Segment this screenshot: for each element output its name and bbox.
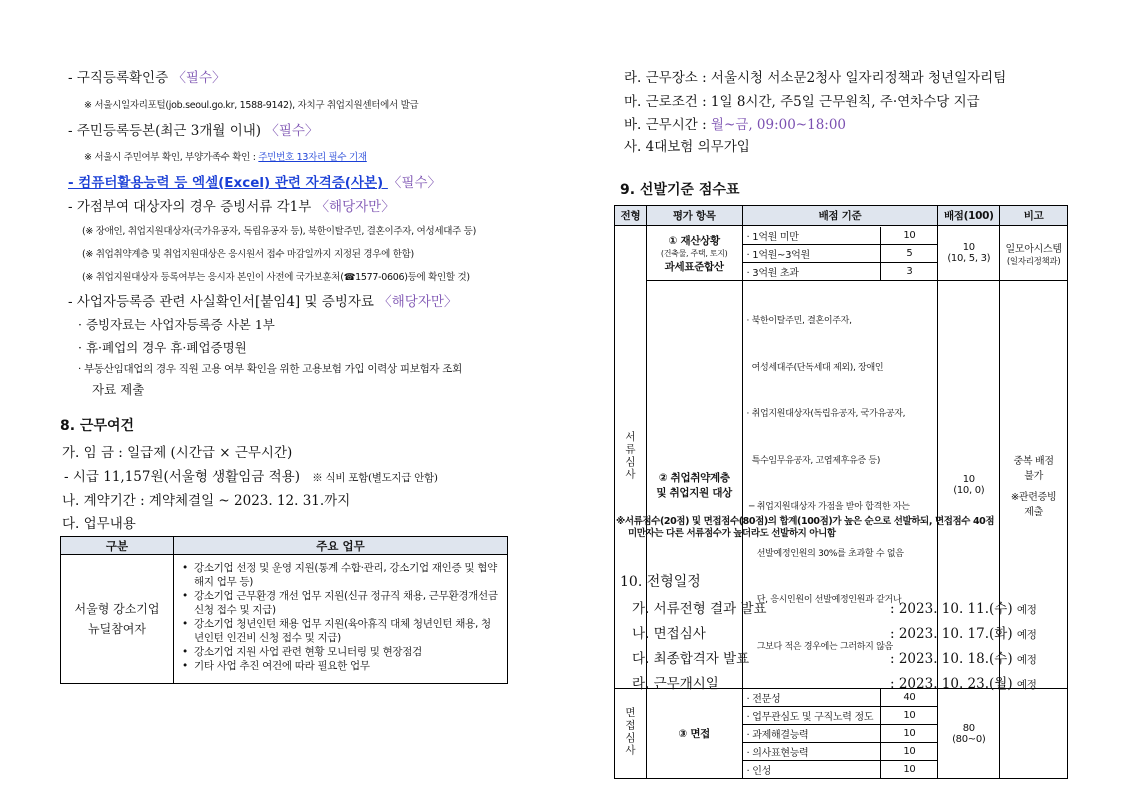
item1-title: ① 재산상황 (건축물, 주택, 토지) 과세표준합산: [646, 226, 742, 281]
table-row: · 1억원~3억원 5: [743, 244, 938, 262]
table-row: · 과제해결능력 10: [743, 725, 938, 743]
work-hours: 바. 근무시간 : 월~금, 09:00~18:00: [624, 117, 847, 133]
item2-title: ② 취업취약계층 및 취업지원 대상: [646, 281, 742, 689]
score-table: [614, 205, 1068, 779]
req-resident-cert: - 주민등록등본(최근 3개월 이내) 〈필수〉: [68, 123, 319, 139]
conditional-tag: 〈해당자만〉: [315, 199, 395, 215]
note-bonus-1: (※ 장애인, 취업지원대상자(국가유공자, 독립유공자 등), 북한이탈주민, 결혼이주자, 여성세대주 등): [82, 226, 476, 237]
required-tag: 〈필수〉: [172, 70, 226, 86]
score-footnote-1: ※서류점수(20점) 및 면접점수(80점)의 합계(100점)가 높은 순으로 선발하되, 면접점수 40점: [616, 516, 995, 527]
hourly-line: - 시급 11,157원(서울형 생활임금 적용) ※ 식비 포함(별도지급 안함): [64, 469, 438, 485]
duty-table-header: [61, 537, 508, 555]
schedule-label: 나. 면접심사: [632, 626, 706, 642]
note-bonus-3: (※ 취업지원대상자 등록여부는 응시자 본인이 사전에 국가보훈처(☎1577-0606)등에 확인할 것): [82, 272, 470, 283]
schedule-label: 다. 최종합격자 발표: [632, 651, 750, 667]
table-row: · 의사표현능력 10: [743, 743, 938, 761]
duty-table-row: [61, 555, 508, 684]
score-footnote-2: 미만자는 다른 서류점수가 높더라도 선발하지 아니함: [628, 528, 836, 539]
list-item: • 강소기업 근무환경 개선 업무 지원(신규 정규직 채용, 근무환경개선금 신청 접수 및 지급): [194, 589, 499, 617]
item1-criteria: [742, 226, 938, 281]
header-points: 배점(100): [938, 206, 1000, 226]
required-tag: 〈필수〉: [387, 175, 441, 191]
schedule-label: 가. 서류전형 결과 발표: [632, 601, 767, 617]
item3-note: [1000, 689, 1068, 779]
duty-table: [60, 536, 508, 684]
table-row: [615, 226, 1068, 281]
table-row: · 인성 10: [743, 761, 938, 779]
header-note: 비고: [1000, 206, 1068, 226]
item1-points: 10 (10, 5, 3): [938, 226, 1000, 281]
schedule-date: : 2023. 10. 23.(월) 예정: [890, 676, 1037, 692]
duty-header-category: 구분: [61, 537, 174, 555]
business-note-1: · 증빙자료는 사업자등록증 사본 1부: [78, 317, 275, 332]
section8-title: 8. 근무여건: [60, 418, 135, 434]
duty-category: 서울형 강소기업 뉴딜참여자: [61, 555, 174, 684]
table-row: · 1억원 미만 10: [743, 227, 938, 245]
req-bonus-docs: - 가점부여 대상자의 경우 증빙서류 각1부 〈해당자만〉: [68, 199, 395, 215]
business-note-3: · 부동산임대업의 경우 직원 고용 여부 확인을 위한 고용보험 가입 이력상 피보험자 조회: [78, 363, 462, 375]
section10-title: 10. 전형일정: [620, 574, 701, 590]
item2-criteria: · 북한이탈주민, 결혼이주자, 여성세대주(단독세대 제외), 장애인 · 취업지원대상자(독립유공자, 국가유공자, 특수임무유공자, 고엽제후유증 등) ─ 취업지원대상자 가점을 받아 합격한 자는 선발예정인원의 30%를 초과할 수 없음 단, 응시인원이 선발예정인원과 같거나 그보다 적은 경우에는 그러하지 않음: [742, 281, 938, 689]
work-place: 라. 근무장소 : 서울시청 서소문2청사 일자리정책과 청년일자리팀: [624, 70, 1007, 86]
stage-interview: 면접심사: [615, 689, 647, 779]
list-item: • 강소기업 지원 사업 관련 현황 모니터링 및 현장점검: [194, 645, 499, 659]
schedule-date: : 2023. 10. 11.(수) 예정: [890, 601, 1037, 617]
conditional-tag: 〈해당자만〉: [378, 294, 458, 310]
item2-points: 10 (10, 0): [938, 281, 1000, 689]
table-row: · 업무관심도 및 구직노력 정도 10: [743, 707, 938, 725]
header-item: 평가 항목: [646, 206, 742, 226]
table-row: [615, 689, 1068, 779]
note-resident: ※ 서울시 주민여부 확인, 부양가족수 확인 : 주민번호 13자리 필수 기재: [84, 152, 367, 163]
schedule-date: : 2023. 10. 17.(화) 예정: [890, 626, 1037, 642]
list-item: • 강소기업 선정 및 운영 지원(통계 수합·관리, 강소기업 재인증 및 협약해지 업무 등): [194, 561, 499, 589]
note-bonus-2: (※ 취업취약계층 및 취업지원대상은 응시원서 접수 마감일까지 지정된 경우에 한함): [82, 249, 414, 260]
list-item: • 기타 사업 추진 여건에 따라 필요한 업무: [194, 659, 499, 673]
req-jobseeker-cert: - 구직등록확인증 〈필수〉: [68, 70, 226, 86]
item3-points: 80 (80~0): [938, 689, 1000, 779]
item1-criteria-table: [743, 227, 938, 280]
contract-period: 나. 계약기간 : 계약체결일 ~ 2023. 12. 31.까지: [62, 493, 351, 509]
section9-title: 9. 선발기준 점수표: [620, 182, 740, 198]
duty-header-duties: 주요 업무: [174, 537, 508, 555]
stage-document: 서류심사: [615, 226, 647, 689]
table-row: · 전문성 40: [743, 689, 938, 707]
item3-criteria-table: [743, 689, 938, 778]
note-jobseeker: ※ 서울시일자리포털(job.seoul.go.kr, 1588-9142), 자치구 취업지원센터에서 발급: [84, 100, 419, 111]
header-stage: 전형: [615, 206, 647, 226]
business-note-2: · 휴·폐업의 경우 휴·폐업증명원: [78, 340, 247, 355]
req-business-docs: - 사업자등록증 관련 사실확인서[붙임4] 및 증빙자료 〈해당자만〉: [68, 294, 458, 310]
req-excel-cert: - 컴퓨터활용능력 등 엑셀(Excel) 관련 자격증(사본) 〈필수〉: [68, 175, 441, 191]
item2-note: 중복 배점 불가 ※관련증빙 제출: [1000, 281, 1068, 689]
header-criteria: 배점 기준: [742, 206, 938, 226]
duty-list-cell: [174, 555, 508, 684]
wage-line: 가. 임 금 : 일급제 (시간급 × 근무시간): [62, 445, 293, 461]
item3-criteria: [742, 689, 938, 779]
item3-title: ③ 면접: [646, 689, 742, 779]
duty-title: 다. 업무내용: [62, 516, 136, 532]
score-table-header: [615, 206, 1068, 226]
list-item: • 강소기업 청년인턴 채용 업무 지원(육아휴직 대체 청년인턴 채용, 청년인턴 인건비 신청 접수 및 지급): [194, 617, 499, 645]
business-note-4: 자료 제출: [92, 382, 145, 397]
insurance: 사. 4대보험 의무가입: [624, 139, 750, 155]
schedule-date: : 2023. 10. 18.(수) 예정: [890, 651, 1037, 667]
work-conditions: 마. 근로조건 : 1일 8시간, 주5일 근무원칙, 주·연차수당 지급: [624, 94, 980, 110]
required-tag: 〈필수〉: [265, 123, 319, 139]
item1-note: 일모아시스템 (일자리정책과): [1000, 226, 1068, 281]
duty-list: [174, 555, 507, 683]
table-row: · 3억원 초과 3: [743, 262, 938, 280]
schedule-label: 라. 근무개시일: [632, 676, 719, 692]
